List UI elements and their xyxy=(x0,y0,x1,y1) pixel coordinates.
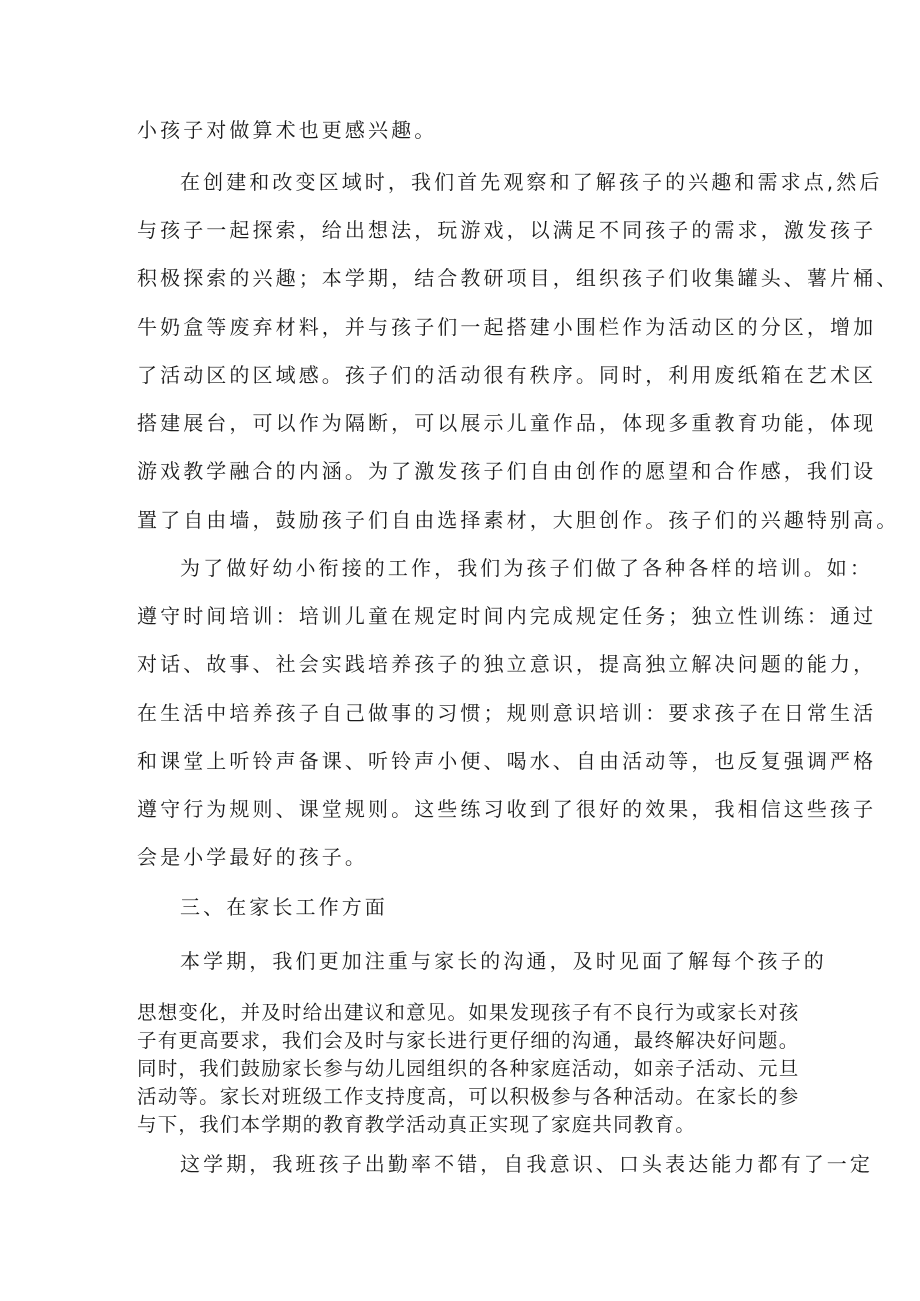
text-line: 遵守时间培训：培训儿童在规定时间内完成规定任务；独立性训练：通过 xyxy=(137,604,877,628)
text-line: 子有更高要求，我们会及时与家长进行更仔细的沟通，最终解决好问题。 xyxy=(137,1029,800,1052)
text-line: 与孩子一起探索，给出想法，玩游戏，以满足不同孩子的需求，激发孩子 xyxy=(137,218,877,242)
text-line: 游戏教学融合的内涵。为了激发孩子们自由创作的愿望和合作感，我们设 xyxy=(137,459,877,483)
text-line: 会是小学最好的孩子。 xyxy=(137,845,368,869)
paragraph-start-line: 在创建和改变区域时，我们首先观察和了解孩子的兴趣和需求点,然后 xyxy=(180,170,883,194)
text-line: 了活动区的区域感。孩子们的活动很有秩序。同时，利用废纸箱在艺术区 xyxy=(137,363,877,387)
text-line: 同时，我们鼓励家长参与幼儿园组织的各种家庭活动，如亲子活动、元旦 xyxy=(137,1057,800,1080)
section-heading: 三、在家长工作方面 xyxy=(180,895,388,919)
text-line: 遵守行为规则、课堂规则。这些练习收到了很好的效果，我相信这些孩子 xyxy=(137,797,877,821)
text-line: 积极探索的兴趣；本学期，结合教研项目，组织孩子们收集罐头、薯片桶、 xyxy=(137,266,900,290)
paragraph-start-line: 为了做好幼小衔接的工作，我们为孩子们做了各种各样的培训。如： xyxy=(180,556,873,580)
text-line: 对话、故事、社会实践培养孩子的独立意识，提高独立解决问题的能力， xyxy=(137,652,877,676)
text-line: 搭建展台，可以作为隔断，可以展示儿童作品，体现多重教育功能，体现 xyxy=(137,411,877,435)
text-line: 活动等。家长对班级工作支持度高，可以积极参与各种活动。在家长的参 xyxy=(137,1085,800,1108)
text-line: 小孩子对做算术也更感兴趣。 xyxy=(137,118,438,142)
text-line: 与下，我们本学期的教育教学活动真正实现了家庭共同教育。 xyxy=(137,1113,696,1136)
paragraph-start-line: 这学期，我班孩子出勤率不错，自我意识、口头表达能力都有了一定 xyxy=(180,1152,873,1176)
paragraph-start-line: 本学期，我们更加注重与家长的沟通，及时见面了解每个孩子的 xyxy=(180,949,827,973)
text-line: 在生活中培养孩子自己做事的习惯；规则意识培训：要求孩子在日常生活 xyxy=(137,701,877,725)
text-line: 牛奶盒等废弃材料，并与孩子们一起搭建小围栏作为活动区的分区，增加 xyxy=(137,315,877,339)
text-line: 思想变化，并及时给出建议和意见。如果发现孩子有不良行为或家长对孩 xyxy=(137,1001,800,1024)
text-line: 和课堂上听铃声备课、听铃声小便、喝水、自由活动等，也反复强调严格 xyxy=(137,749,877,773)
text-line: 置了自由墙，鼓励孩子们自由选择素材，大胆创作。孩子们的兴趣特别高。 xyxy=(137,508,900,532)
